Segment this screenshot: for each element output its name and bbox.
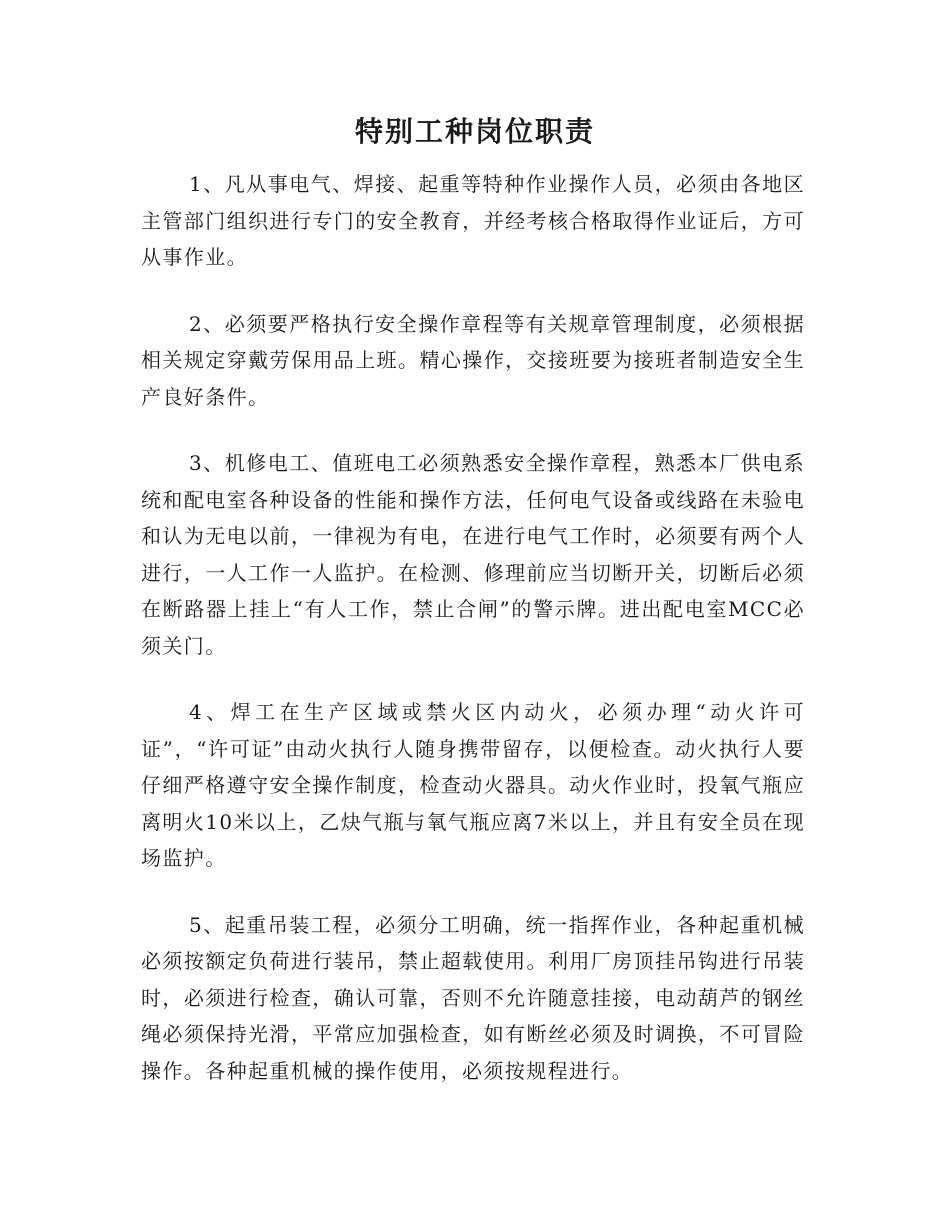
paragraph-3: 3、机修电工、值班电工必须熟悉安全操作章程，熟悉本厂供电系统和配电室各种设备的性能和操作方法，任何电气设备或线路在未验电和认为无电以前，一律视为有电，在进行电气工作时，必须要有两个人进行，一人工作一人监护。在检测、修理前应当切断开关，切断后必须在断路器上挂上“有人工作，禁止合闸”的警示牌。进出配电室MCC必须关门。 (141, 451, 805, 658)
document-body (141, 166, 805, 1119)
paragraph-5: 5、起重吊装工程，必须分工明确，统一指挥作业，各种起重机械必须按额定负荷进行装吊，禁止超载使用。利用厂房顶挂吊钩进行吊装时，必须进行检查，确认可靠，否则不允许随意挂接，电动葫芦的钢丝绳必须保持光滑，平常应加强检查，如有断丝必须及时调换，不可冒险操作。各种起重机械的操作使用，必须按规程进行。 (141, 912, 805, 1083)
document-title: 特别工种岗位职责 (354, 115, 595, 148)
paragraph-1: 1、凡从事电气、焊接、起重等特种作业操作人员，必须由各地区主管部门组织进行专门的安全教育，并经考核合格取得作业证后，方可从事作业。 (141, 172, 805, 269)
paragraph-4: 4、焊工在生产区域或禁火区内动火，必须办理“动火许可证”，“许可证”由动火执行人随身携带留存，以便检查。动火执行人要仔细严格遵守安全操作制度，检查动火器具。动火作业时，投氧气瓶应离明火10米以上，乙炔气瓶与氧气瓶应离7米以上，并且有安全员在现场监护。 (141, 700, 805, 870)
paragraph-2: 2、必须要严格执行安全操作章程等有关规章管理制度，必须根据相关规定穿戴劳保用品上班。精心操作，交接班要为接班者制造安全生产良好条件。 (141, 311, 805, 409)
